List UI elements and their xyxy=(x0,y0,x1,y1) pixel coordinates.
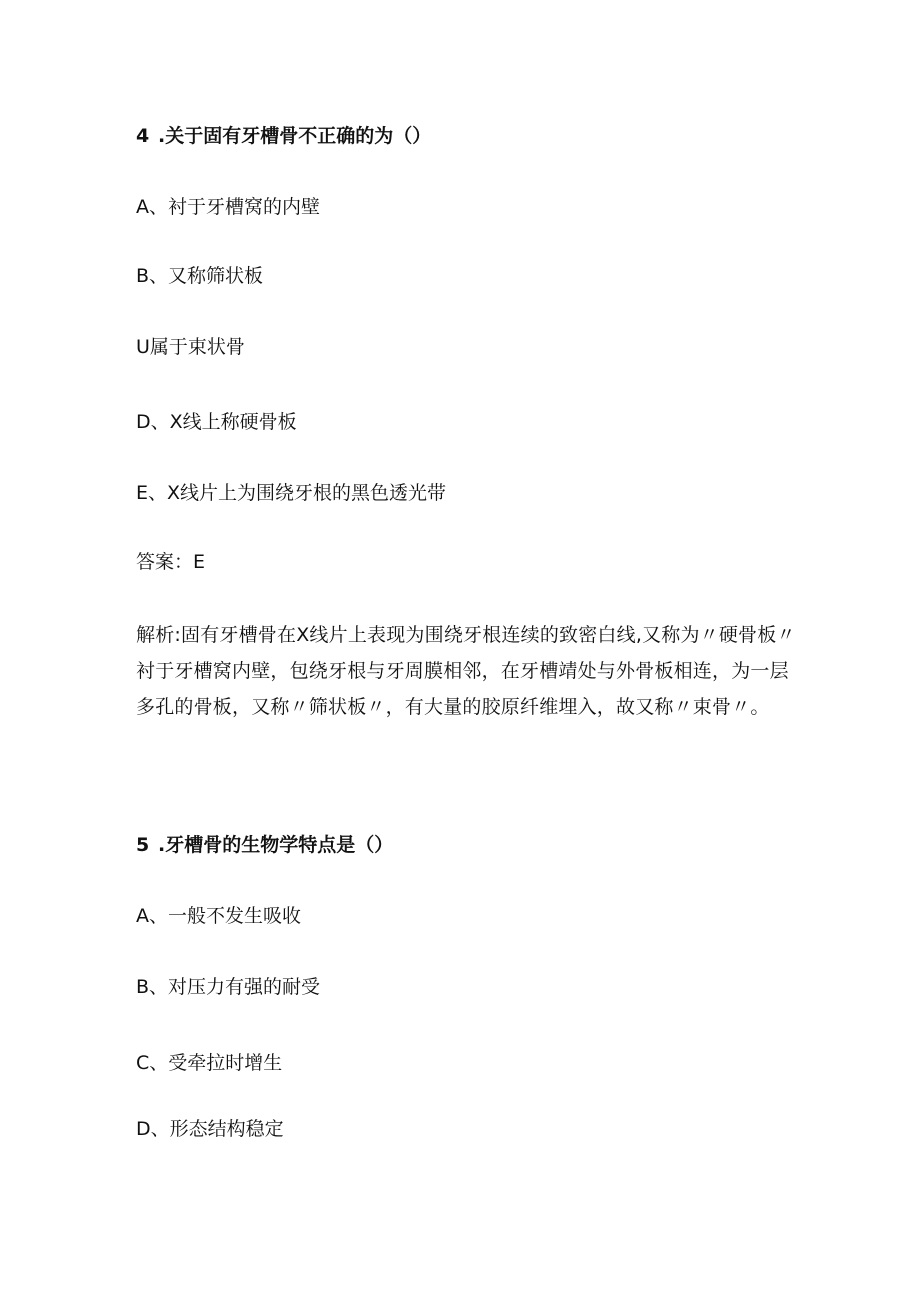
question-4-option-a: A、衬于牙槽窝的内壁 xyxy=(136,196,320,218)
question-5-option-a: A、一般不发生吸收 xyxy=(136,905,301,927)
question-4-number: 4 xyxy=(136,125,150,147)
question-5-option-c: C、受牵拉时增生 xyxy=(136,1052,283,1074)
question-4-option-b: B、又称筛状板 xyxy=(136,265,264,287)
question-4-explanation: 解析:固有牙槽骨在X线片上表现为围绕牙根连续的致密白线,又称为〃硬骨板〃衬于牙槽窝内壁，包绕牙根与牙周膜相邻，在牙槽靖处与外骨板相连，为一层多孔的骨板，又称〃筛状板〃，有大量的胶原纤维埋入，故又称〃束骨〃。 xyxy=(136,624,796,718)
question-5-text: .牙槽骨的生物学特点是（） xyxy=(158,834,394,856)
question-4-option-c: U属于束状骨 xyxy=(136,336,245,358)
question-4-option-d: D、X线上称硬骨板 xyxy=(136,411,297,433)
question-5-option-d: D、形态结构稳定 xyxy=(136,1118,284,1140)
question-5-option-b: B、对压力有强的耐受 xyxy=(136,976,321,998)
question-4-answer: 答案：E xyxy=(136,551,206,573)
question-5-number: 5 xyxy=(136,834,150,856)
question-4-text: .关于固有牙槽骨不正确的为（） xyxy=(158,125,432,147)
question-4-option-e: E、X线片上为围绕牙根的黑色透光带 xyxy=(136,482,447,504)
question-5-title xyxy=(136,833,796,857)
question-4-title xyxy=(136,124,796,148)
